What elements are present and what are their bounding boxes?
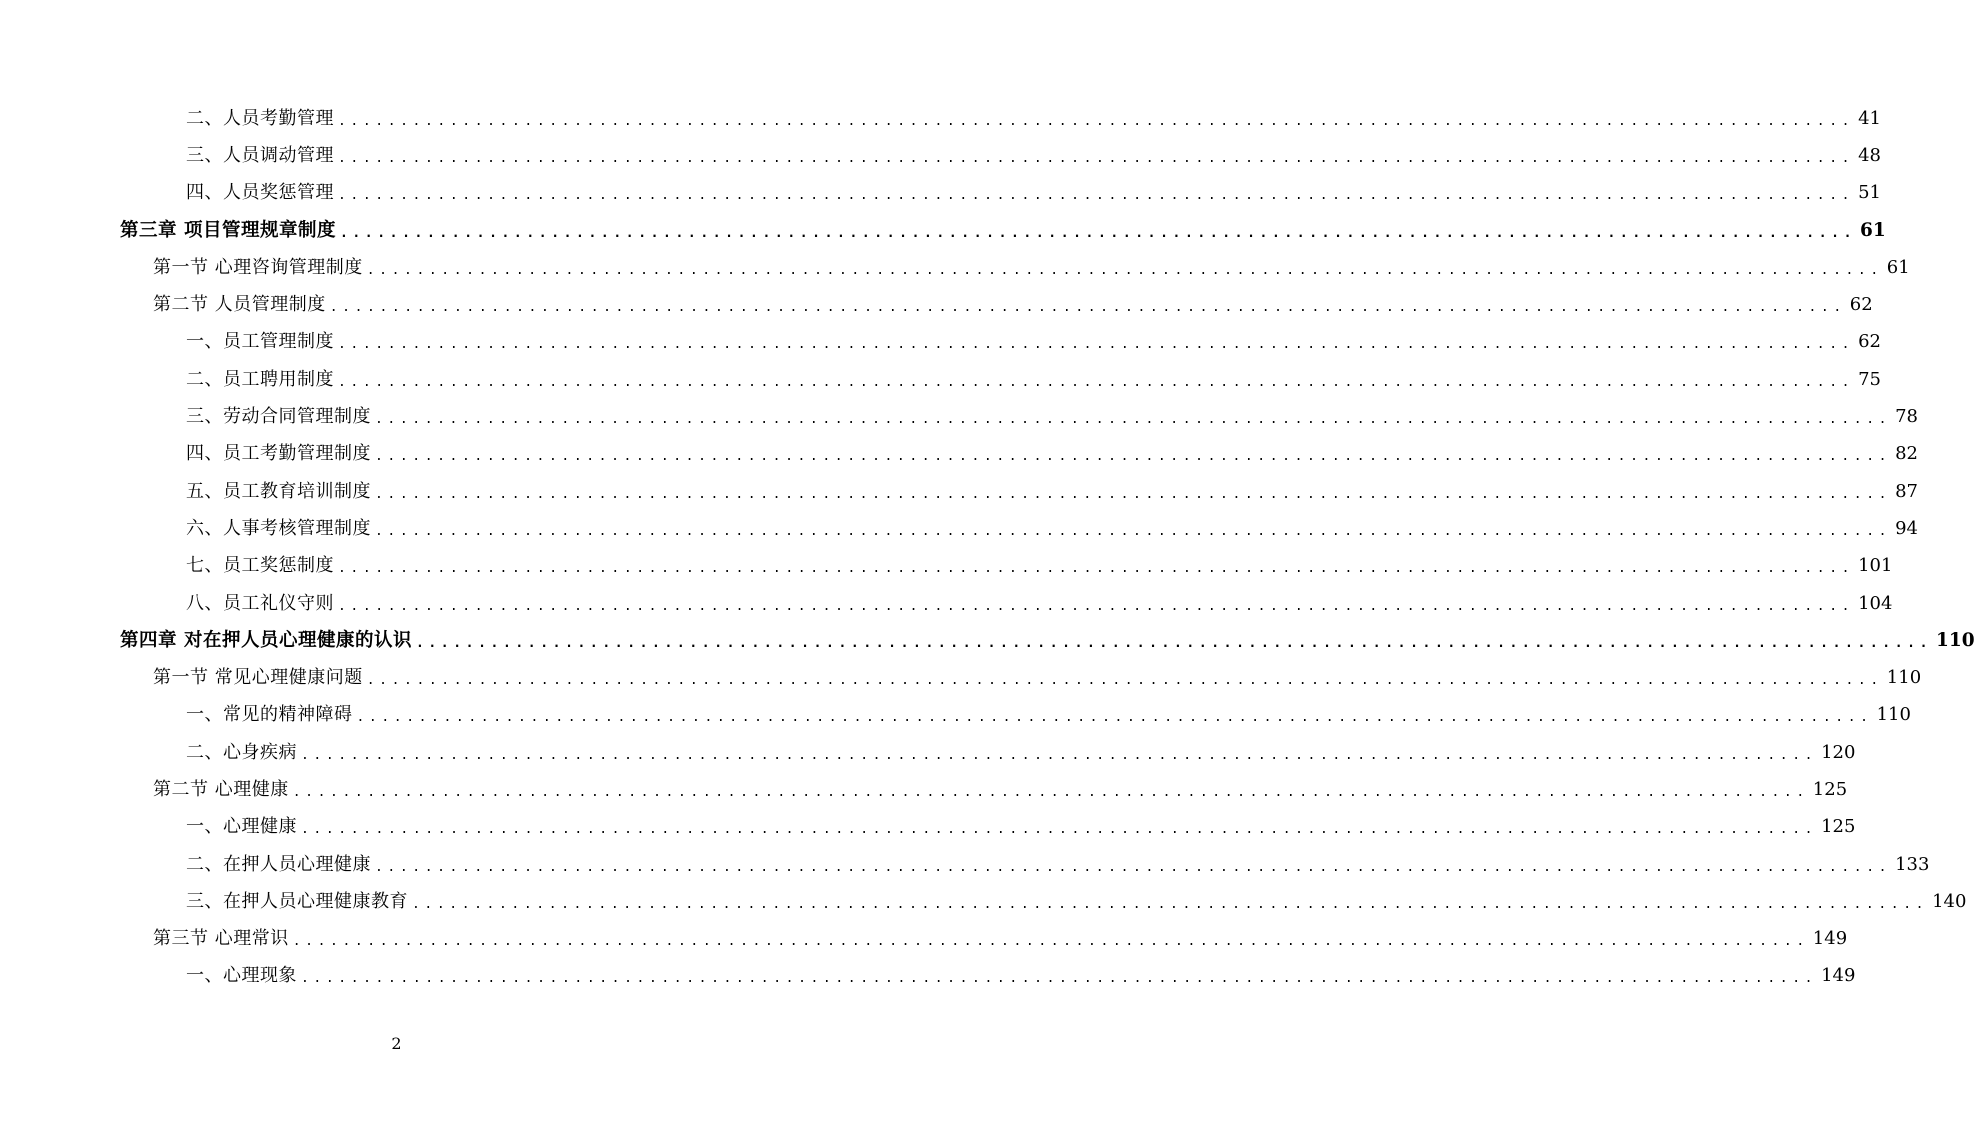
toc-entry-title: 第三节 心理常识 [153,928,289,950]
toc-dot-leader: .......................................................................................................................... [338,561,1855,577]
toc-entry-item[interactable] [0,137,1881,174]
toc-entry-page: 61 [1860,219,1886,241]
toc-dot-leader: .......................................................................................................................... [375,486,1892,502]
toc-entry-section[interactable] [0,921,1848,958]
toc-entry-title: 五、员工教育培训制度 [186,480,371,502]
toc-dot-leader: .......................................................................................................................... [339,225,1857,241]
toc-entry-item[interactable] [0,436,1918,473]
toc-entry-item[interactable] [0,175,1881,212]
toc-entry-page: 48 [1858,144,1881,166]
toc-entry-title: 二、员工聘用制度 [186,368,334,390]
toc-dot-leader: .......................................................................................................................... [301,822,1818,838]
toc-entry-title: 七、员工奖惩制度 [186,555,334,577]
toc-entry-page: 133 [1895,853,1930,875]
toc-entry-title: 三、劳动合同管理制度 [186,406,371,428]
toc-entry-item[interactable] [0,398,1918,435]
toc-entry-section[interactable] [0,659,1922,696]
toc-entry-page: 87 [1895,480,1918,502]
toc-dot-leader: .......................................................................................................................... [338,188,1855,204]
toc-dot-leader: .......................................................................................................................... [338,337,1855,353]
toc-entry-title: 六、人事考核管理制度 [186,517,371,539]
toc-entry-title: 四、人员奖惩管理 [186,182,334,204]
toc-entry-page: 125 [1812,778,1848,800]
toc-entry-item[interactable] [0,100,1881,137]
toc-entry-title: 第二节 心理健康 [153,778,289,800]
toc-dot-leader: .......................................................................................................................... [301,971,1818,987]
toc-entry-item[interactable] [0,734,1856,771]
toc-entry-title: 二、人员考勤管理 [186,107,334,129]
toc-entry-item[interactable] [0,809,1856,846]
toc-entry-title: 三、人员调动管理 [186,144,334,166]
page-number: 2 [391,1034,402,1053]
toc-entry-page: 94 [1895,517,1918,539]
toc-entry-title: 一、常见的精神障碍 [186,704,353,726]
toc-entry-title: 二、在押人员心理健康 [186,853,371,875]
toc-entry-page: 101 [1858,555,1893,577]
toc-dot-leader: .......................................................................................................................... [338,598,1855,614]
toc-dot-leader: .......................................................................................................................... [366,673,1883,689]
toc-entry-page: 110 [1876,704,1911,726]
toc-entry-title: 第四章 对在押人员心理健康的认识 [120,629,412,651]
toc-entry-page: 149 [1821,965,1856,987]
toc-dot-leader: .......................................................................................................................... [375,859,1892,875]
toc-dot-leader: .......................................................................................................................... [338,150,1855,166]
toc-dot-leader: .......................................................................................................................... [338,113,1855,129]
toc-entry-title: 三、在押人员心理健康教育 [186,890,408,912]
toc-dot-leader: .......................................................................................................................... [301,747,1818,763]
toc-entry-title: 二、心身疾病 [186,741,297,763]
toc-entry-page: 61 [1886,256,1910,278]
toc-dot-leader: .......................................................................................................................... [366,262,1883,278]
toc-entry-title: 第二节 人员管理制度 [153,294,326,316]
toc-entry-item[interactable] [0,846,1930,883]
toc-entry-section[interactable] [0,286,1873,323]
toc-entry-item[interactable] [0,548,1893,585]
toc-entry-page: 120 [1821,741,1856,763]
toc-entry-title: 第三章 项目管理规章制度 [120,219,336,241]
toc-entry-item[interactable] [0,958,1856,995]
toc-dot-leader: .......................................................................................................................... [375,412,1892,428]
toc-dot-leader: .......................................................................................................................... [292,934,1809,950]
toc-entry-page: 125 [1821,816,1856,838]
toc-entry-title: 第一节 常见心理健康问题 [153,667,363,689]
table-of-contents [0,100,1975,995]
toc-entry-title: 一、心理现象 [186,965,297,987]
toc-entry-item[interactable] [0,585,1893,622]
toc-entry-chapter[interactable] [0,622,1975,659]
toc-entry-item[interactable] [0,883,1967,920]
toc-entry-page: 104 [1858,592,1893,614]
toc-entry-page: 110 [1886,667,1922,689]
toc-entry-page: 75 [1858,368,1881,390]
toc-entry-title: 一、心理健康 [186,816,297,838]
toc-entry-title: 一、员工管理制度 [186,331,334,353]
toc-dot-leader: .......................................................................................................................... [415,635,1933,651]
toc-entry-item[interactable] [0,324,1881,361]
toc-entry-title: 八、员工礼仪守则 [186,592,334,614]
toc-entry-item[interactable] [0,510,1918,547]
toc-entry-item[interactable] [0,361,1881,398]
toc-entry-item[interactable] [0,473,1918,510]
toc-entry-page: 149 [1812,928,1848,950]
toc-entry-title: 四、员工考勤管理制度 [186,443,371,465]
toc-entry-chapter[interactable] [0,212,1886,249]
toc-entry-page: 82 [1895,443,1918,465]
toc-dot-leader: .......................................................................................................................... [375,449,1892,465]
toc-entry-page: 62 [1858,331,1881,353]
toc-entry-page: 51 [1858,182,1881,204]
toc-dot-leader: .......................................................................................................................... [412,896,1929,912]
toc-dot-leader: .......................................................................................................................... [375,523,1892,539]
toc-dot-leader: .......................................................................................................................... [338,374,1855,390]
toc-entry-section[interactable] [0,249,1910,286]
toc-dot-leader: .......................................................................................................................... [329,300,1846,316]
toc-dot-leader: .......................................................................................................................... [292,784,1809,800]
toc-entry-section[interactable] [0,771,1848,808]
toc-entry-page: 41 [1858,107,1881,129]
toc-entry-item[interactable] [0,697,1911,734]
toc-entry-page: 78 [1895,406,1918,428]
toc-entry-page: 110 [1936,629,1975,651]
toc-entry-page: 62 [1849,294,1873,316]
toc-dot-leader: .......................................................................................................................... [356,710,1873,726]
toc-entry-page: 140 [1932,890,1967,912]
toc-entry-title: 第一节 心理咨询管理制度 [153,256,363,278]
